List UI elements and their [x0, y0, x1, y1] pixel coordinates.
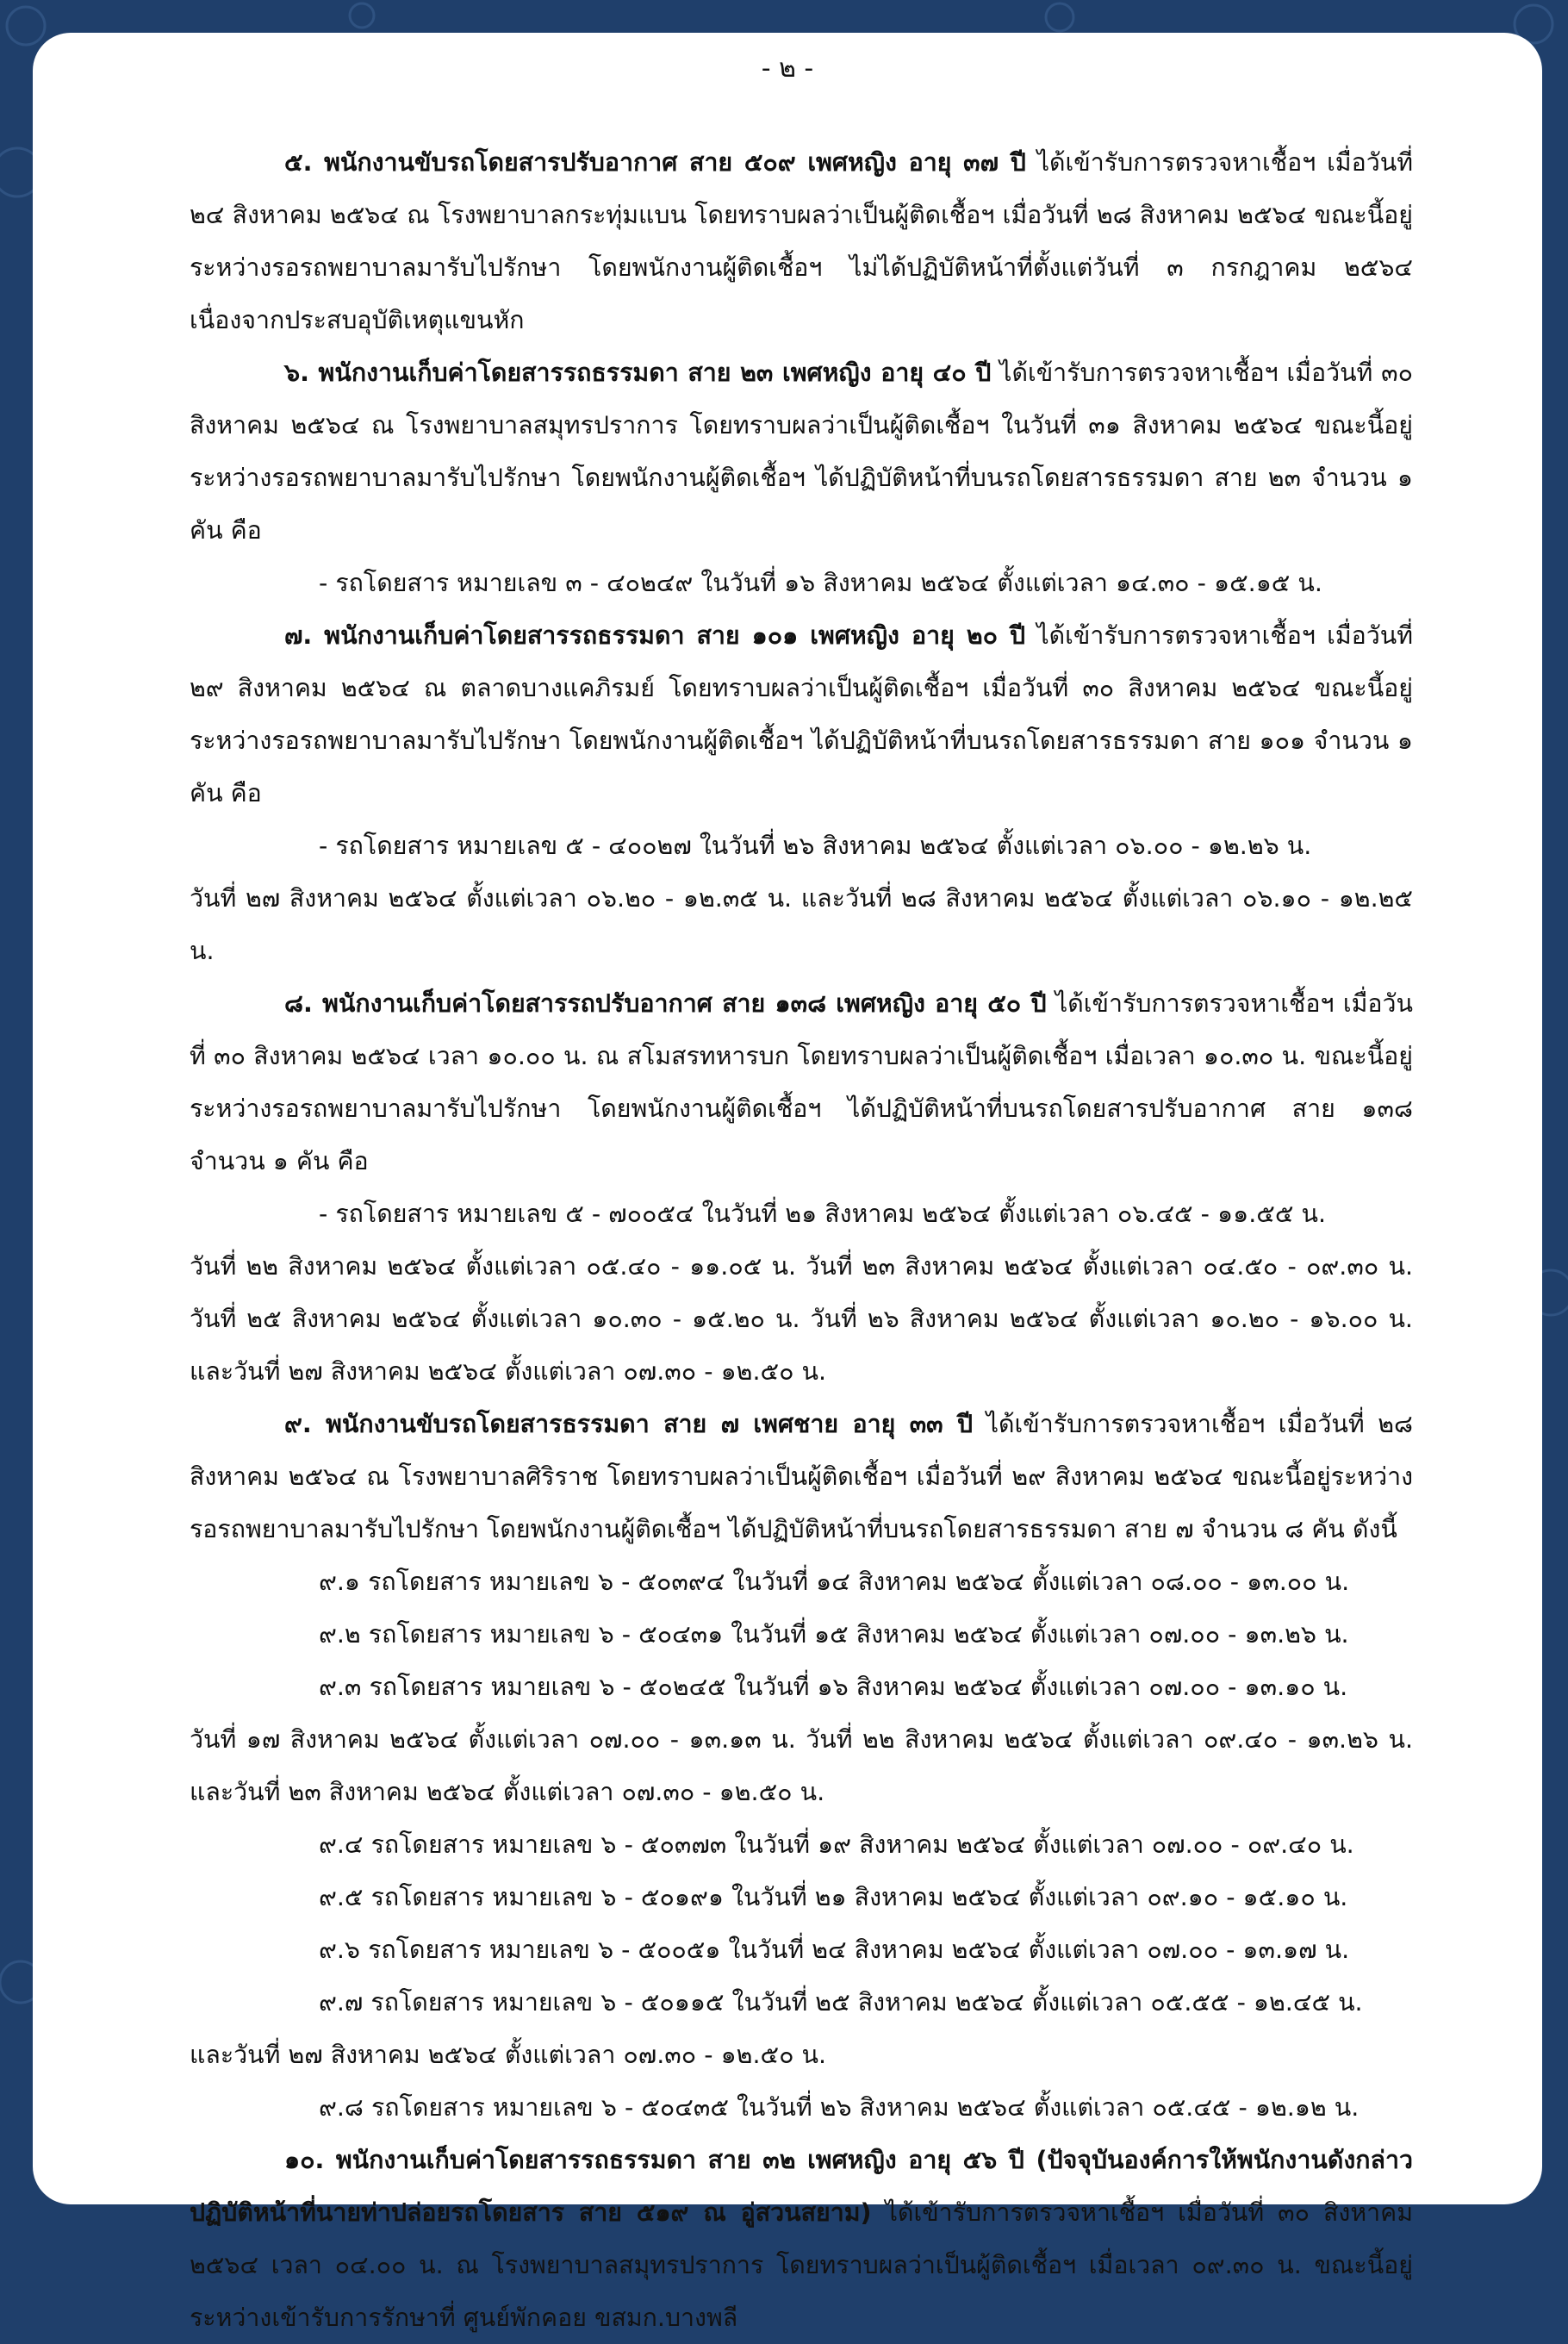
paragraph: [190, 977, 1413, 1188]
paragraph-text: ๙.๒ รถโดยสาร หมายเลข ๖ - ๕๐๔๓๑ ในวันที่ ๑๕ สิงหาคม ๒๕๖๔ ตั้งแต่เวลา ๐๗.๐๐ - ๑๓.๒๖ น.: [319, 1620, 1349, 1649]
paragraph: [190, 2134, 1413, 2344]
paragraph-text: ได้เข้ารับการตรวจหาเชื้อฯ เมื่อวันที่ ๓๐ สิงหาคม ๒๕๖๔ เวลา ๐๔.๐๐ น. ณ โรงพยาบาลสมุทรปราการ โดยทราบผลว่าเป็นผู้ติดเชื้อฯ เมื่อเวลา ๐๙.๓๐ น. ขณะนี้อยู่ระหว่างเข้ารับการรักษาที่ ศูนย์พักคอย ขสมก.บางพลี: [190, 2198, 1413, 2332]
page-number: - ๒ -: [761, 53, 814, 84]
paragraph-text: ๙.๖ รถโดยสาร หมายเลข ๖ - ๕๐๐๕๑ ในวันที่ ๒๔ สิงหาคม ๒๕๖๔ ตั้งแต่เวลา ๐๗.๐๐ - ๑๓.๑๗ น.: [319, 1936, 1350, 1964]
paragraph-continuation: วันที่ ๒๒ สิงหาคม ๒๕๖๔ ตั้งแต่เวลา ๐๕.๔๐ - ๑๑.๐๕ น. วันที่ ๒๓ สิงหาคม ๒๕๖๔ ตั้งแต่เวลา ๐๔.๕๐ - ๐๙.๓๐ น. วันที่ ๒๕ สิงหาคม ๒๕๖๔ ตั้งแต่เวลา ๑๐.๓๐ - ๑๕.๒๐ น. วันที่ ๒๖ สิงหาคม ๒๕๖๔ ตั้งแต่เวลา ๑๐.๒๐ - ๑๖.๐๐ น. และวันที่ ๒๗ สิงหาคม ๒๕๖๔ ตั้งแต่เวลา ๐๗.๓๐ - ๑๒.๕๐ น.: [190, 1252, 1413, 1386]
paragraph-text: ๙.๕ รถโดยสาร หมายเลข ๖ - ๕๐๑๙๑ ในวันที่ ๒๑ สิงหาคม ๒๕๖๔ ตั้งแต่เวลา ๐๙.๑๐ - ๑๕.๑๐ น.: [319, 1883, 1348, 1911]
paragraph-text: ๙.๓ รถโดยสาร หมายเลข ๖ - ๕๐๒๔๕ ในวันที่ ๑๖ สิงหาคม ๒๕๖๔ ตั้งแต่เวลา ๐๗.๐๐ - ๑๓.๑๐ น.: [319, 1673, 1348, 1701]
paragraph-text: - รถโดยสาร หมายเลข ๕ - ๗๐๐๕๔ ในวันที่ ๒๑ สิงหาคม ๒๕๖๔ ตั้งแต่เวลา ๐๖.๔๕ - ๑๑.๕๕ น.: [319, 1200, 1327, 1228]
paragraph: [190, 1923, 1413, 1976]
paragraph-text: - รถโดยสาร หมายเลข ๕ - ๔๐๐๒๗ ในวันที่ ๒๖ สิงหาคม ๒๕๖๔ ตั้งแต่เวลา ๐๖.๐๐ - ๑๒.๒๖ น.: [319, 832, 1312, 860]
paragraph: [190, 557, 1413, 609]
paragraph: [190, 1555, 1413, 1608]
paragraph-text: ๙.๑ รถโดยสาร หมายเลข ๖ - ๕๐๓๙๔ ในวันที่ ๑๔ สิงหาคม ๒๕๖๔ ตั้งแต่เวลา ๐๘.๐๐ - ๑๓.๐๐ น.: [319, 1568, 1350, 1596]
paragraph: [190, 609, 1413, 820]
paragraph-text: ได้เข้ารับการตรวจหาเชื้อฯ เมื่อวันที่ ๓๐ สิงหาคม ๒๕๖๔ ณ โรงพยาบาลสมุทรปราการ โดยทราบผลว่าเป็นผู้ติดเชื้อฯ ในวันที่ ๓๑ สิงหาคม ๒๕๖๔ ขณะนี้อยู่ระหว่างรอรถพยาบาลมารับไปรักษา โดยพนักงานผู้ติดเชื้อฯ ได้ปฏิบัติหน้าที่บนรถโดยสารธรรมดา สาย ๒๓ จำนวน ๑ คัน คือ: [190, 358, 1413, 545]
paragraph-text: ได้เข้ารับการตรวจหาเชื้อฯ เมื่อวันที่ ๒๘ สิงหาคม ๒๕๖๔ ณ โรงพยาบาลศิริราช โดยทราบผลว่าเป็นผู้ติดเชื้อฯ เมื่อวันที่ ๒๙ สิงหาคม ๒๕๖๔ ขณะนี้อยู่ระหว่างรอรถพยาบาลมารับไปรักษา โดยพนักงานผู้ติดเชื้อฯ ได้ปฏิบัติหน้าที่บนรถโดยสารธรรมดา สาย ๗ จำนวน ๘ คัน ดังนี้: [190, 1410, 1413, 1543]
paragraph: [190, 1871, 1413, 1923]
paragraph-text: ๙.๗ รถโดยสาร หมายเลข ๖ - ๕๐๑๑๕ ในวันที่ ๒๕ สิงหาคม ๒๕๖๔ ตั้งแต่เวลา ๐๕.๕๕ - ๑๒.๔๕ น.: [319, 1988, 1363, 2017]
paragraph-text: ๙.๔ รถโดยสาร หมายเลข ๖ - ๕๐๓๗๓ ในวันที่ ๑๙ สิงหาคม ๒๕๖๔ ตั้งแต่เวลา ๐๗.๐๐ - ๐๙.๔๐ น.: [319, 1830, 1354, 1859]
paragraph: [190, 1818, 1413, 1871]
paragraph: [190, 820, 1413, 872]
paragraph: [190, 1608, 1413, 1661]
paragraph-heading: ๗. พนักงานเก็บค่าโดยสารรถธรรมดา สาย ๑๐๑ เพศหญิง อายุ ๒๐ ปี: [284, 621, 1026, 650]
paragraph-heading: ๑๐. พนักงานเก็บค่าโดยสารรถธรรมดา สาย ๓๒ เพศหญิง อายุ ๕๖ ปี (ปัจจุบันองค์การให้พนักงานดังกล่าว ปฏิบัติหน้าที่นายท่าปล่อยรถโดยสาร สาย ๕๑๙ ณ อู่สวนสยาม): [190, 2146, 1413, 2227]
paragraph-heading: ๙. พนักงานขับรถโดยสารธรรมดา สาย ๗ เพศชาย อายุ ๓๓ ปี: [284, 1410, 974, 1438]
document-body: [190, 136, 1413, 2344]
paragraph: [190, 346, 1413, 557]
paragraph-heading: ๕. พนักงานขับรถโดยสารปรับอากาศ สาย ๕๐๙ เพศหญิง อายุ ๓๗ ปี: [284, 148, 1026, 177]
paragraph: [190, 2081, 1413, 2134]
paragraph: [190, 1661, 1413, 1713]
paragraph-continuation: วันที่ ๒๗ สิงหาคม ๒๕๖๔ ตั้งแต่เวลา ๐๖.๒๐ - ๑๒.๓๕ น. และวันที่ ๒๘ สิงหาคม ๒๕๖๔ ตั้งแต่เวลา ๐๖.๑๐ - ๑๒.๒๕ น.: [190, 884, 1413, 965]
paragraph: [190, 136, 1413, 346]
paragraph-heading: ๘. พนักงานเก็บค่าโดยสารรถปรับอากาศ สาย ๑๓๘ เพศหญิง อายุ ๕๐ ปี: [284, 989, 1047, 1018]
paragraph-text: ได้เข้ารับการตรวจหาเชื้อฯ เมื่อวันที่ ๓๐ สิงหาคม ๒๕๖๔ เวลา ๑๐.๐๐ น. ณ สโมสรทหารบก โดยทราบผลว่าเป็นผู้ติดเชื้อฯ เมื่อเวลา ๑๐.๓๐ น. ขณะนี้อยู่ระหว่างรอรถพยาบาลมารับไปรักษา โดยพนักงานผู้ติดเชื้อฯ ได้ปฏิบัติหน้าที่บนรถโดยสารปรับอากาศ สาย ๑๓๘ จำนวน ๑ คัน คือ: [190, 989, 1414, 1175]
paragraph-text: ได้เข้ารับการตรวจหาเชื้อฯ เมื่อวันที่ ๒๙ สิงหาคม ๒๕๖๔ ณ ตลาดบางแคภิรมย์ โดยทราบผลว่าเป็นผู้ติดเชื้อฯ เมื่อวันที่ ๓๐ สิงหาคม ๒๕๖๔ ขณะนี้อยู่ระหว่างรอรถพยาบาลมารับไปรักษา โดยพนักงานผู้ติดเชื้อฯ ได้ปฏิบัติหน้าที่บนรถโดยสารธรรมดา สาย ๑๐๑ จำนวน ๑ คัน คือ: [190, 621, 1413, 807]
paragraph-text: ได้เข้ารับการตรวจหาเชื้อฯ เมื่อวันที่ ๒๔ สิงหาคม ๒๕๖๔ ณ โรงพยาบาลกระทุ่มแบน โดยทราบผลว่าเป็นผู้ติดเชื้อฯ เมื่อวันที่ ๒๘ สิงหาคม ๒๕๖๔ ขณะนี้อยู่ระหว่างรอรถพยาบาลมารับไปรักษา โดยพนักงานผู้ติดเชื้อฯ ไม่ได้ปฏิบัติหน้าที่ตั้งแต่วันที่ ๓ กรกฎาคม ๒๕๖๔ เนื่องจากประสบอุบัติเหตุแขนหัก: [190, 148, 1413, 334]
paragraph: [190, 1976, 1413, 2029]
paragraph-text: ๙.๘ รถโดยสาร หมายเลข ๖ - ๕๐๔๓๕ ในวันที่ ๒๖ สิงหาคม ๒๕๖๔ ตั้งแต่เวลา ๐๕.๔๕ - ๑๒.๑๒ น.: [319, 2093, 1360, 2122]
paragraph: [190, 1398, 1413, 1555]
paragraph-heading: ๖. พนักงานเก็บค่าโดยสารรถธรรมดา สาย ๒๓ เพศหญิง อายุ ๔๐ ปี: [284, 358, 992, 387]
paragraph: [190, 1188, 1413, 1240]
paragraph-text: - รถโดยสาร หมายเลข ๓ - ๔๐๒๔๙ ในวันที่ ๑๖ สิงหาคม ๒๕๖๔ ตั้งแต่เวลา ๑๔.๓๐ - ๑๕.๑๕ น.: [319, 569, 1322, 597]
document-page: [33, 33, 1542, 2332]
paragraph-continuation: วันที่ ๑๗ สิงหาคม ๒๕๖๔ ตั้งแต่เวลา ๐๗.๐๐ - ๑๓.๑๓ น. วันที่ ๒๒ สิงหาคม ๒๕๖๔ ตั้งแต่เวลา ๐๙.๔๐ - ๑๓.๒๖ น. และวันที่ ๒๓ สิงหาคม ๒๕๖๔ ตั้งแต่เวลา ๐๗.๓๐ - ๑๒.๕๐ น.: [190, 1725, 1413, 1806]
paragraph-continuation: และวันที่ ๒๗ สิงหาคม ๒๕๖๔ ตั้งแต่เวลา ๐๗.๓๐ - ๑๒.๕๐ น.: [190, 2041, 827, 2069]
